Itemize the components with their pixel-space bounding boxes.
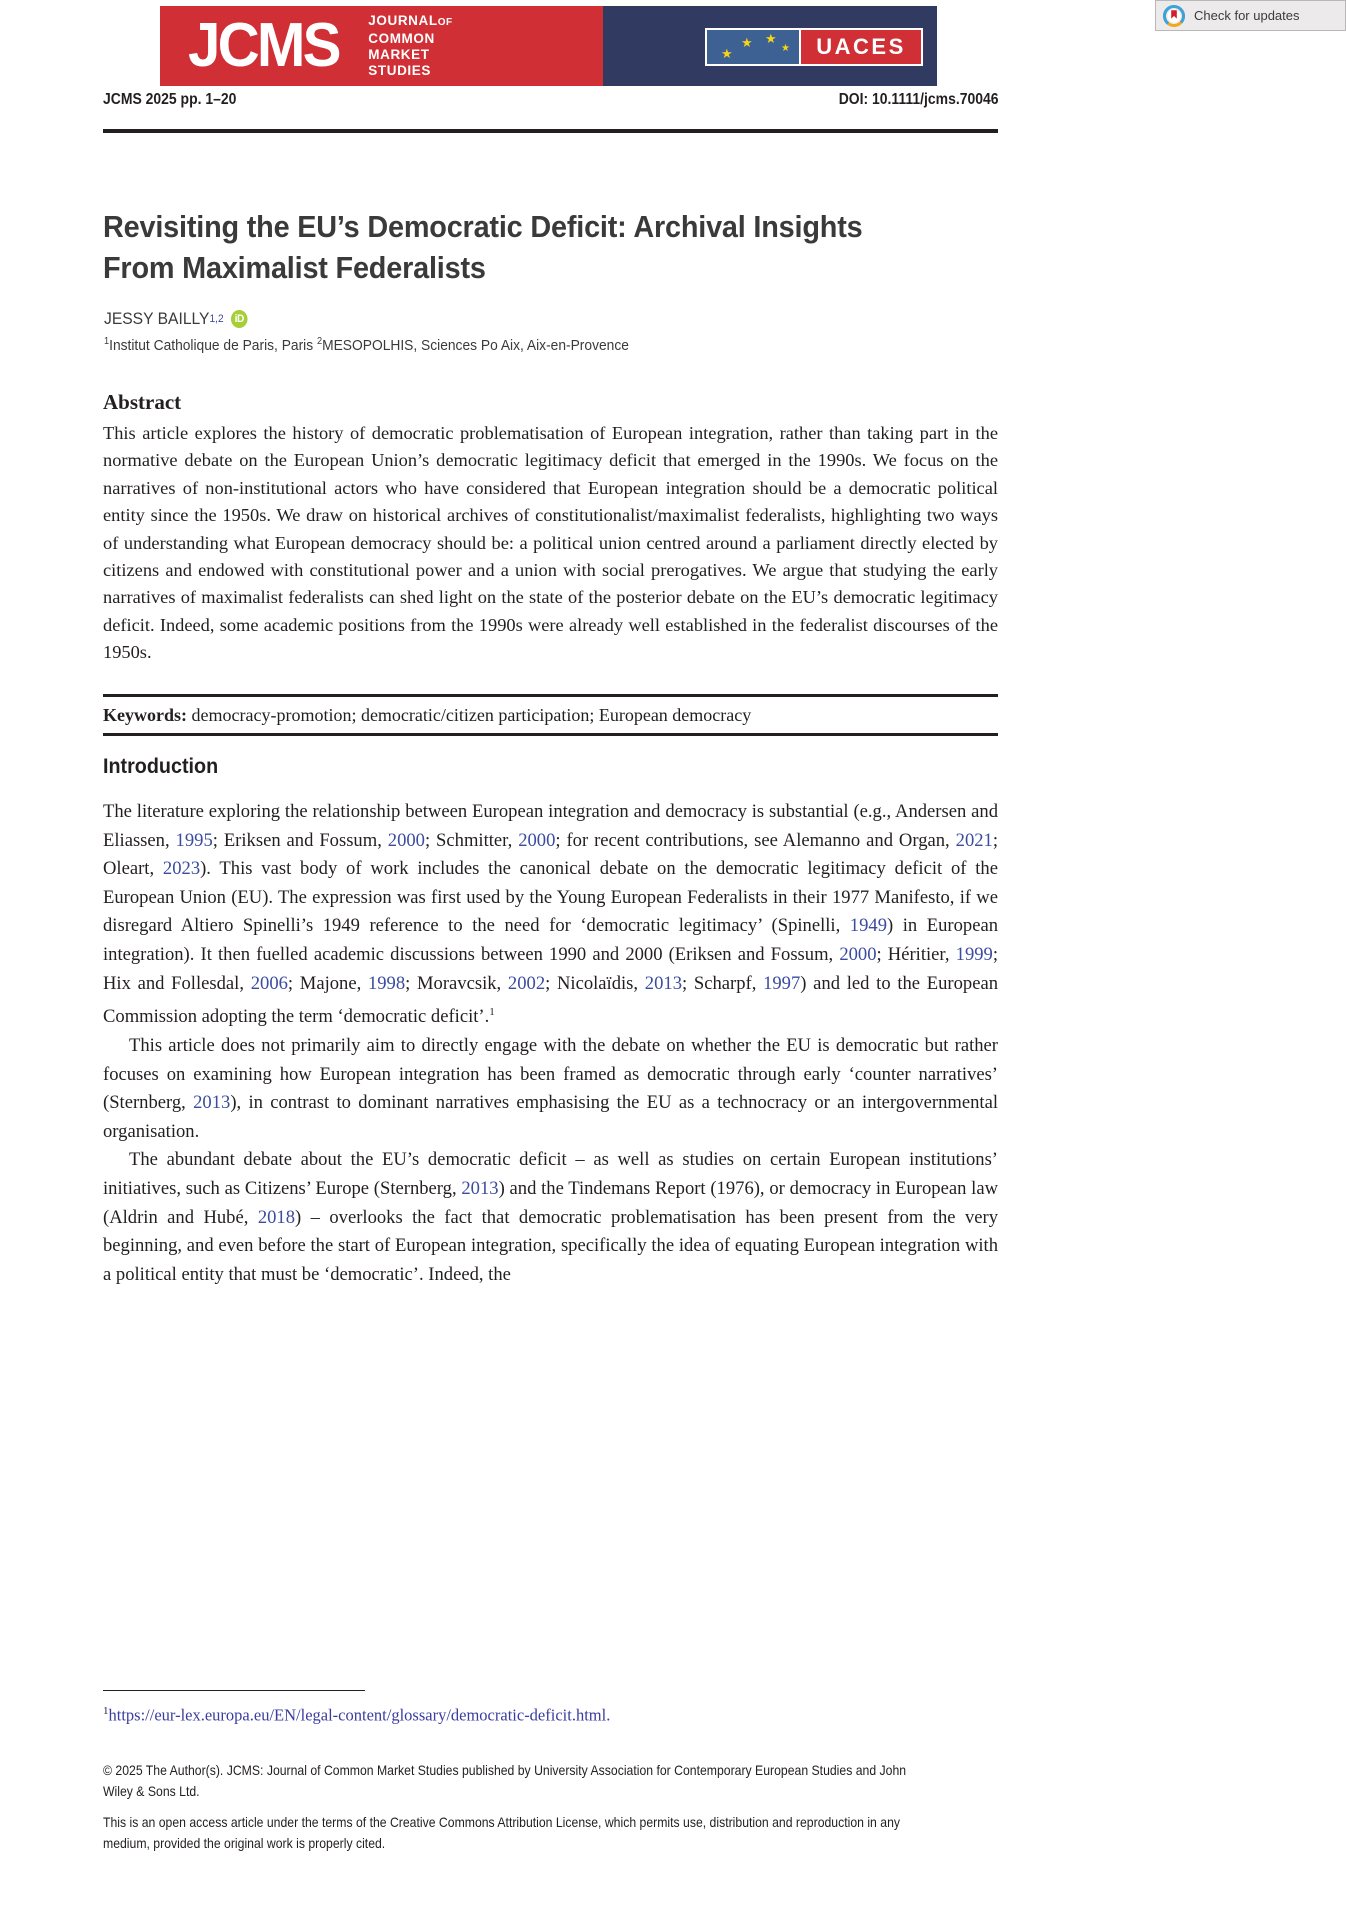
- citation-link[interactable]: 2000: [387, 829, 425, 851]
- affiliation-1-text: Institut Catholique de Paris, Paris: [109, 337, 314, 354]
- citation-link[interactable]: 2013: [461, 1177, 499, 1199]
- citation-link[interactable]: 1999: [955, 943, 993, 965]
- citation-link[interactable]: 2000: [839, 943, 877, 965]
- header-divider: [103, 129, 998, 133]
- body-text-run: ; Nicolaïdis,: [545, 972, 645, 994]
- footnote-url-link[interactable]: https://eur-lex.europa.eu/EN/legal-content/glossary/democratic-deficit.html.: [108, 1705, 611, 1725]
- author-affiliations: [104, 336, 927, 354]
- body-text-run: ; Scharpf,: [681, 972, 764, 994]
- section-heading-introduction: Introduction: [103, 755, 219, 778]
- keywords-label: Keywords:: [103, 705, 187, 725]
- body-text-run: ) in European integration). It then fuelled academic discussions between 1990 and 2000 (Eriksen and Fossum,: [103, 915, 998, 965]
- footnote-1: [103, 1700, 998, 1727]
- jcms-subtitle: [368, 13, 452, 79]
- body-text-run: The abundant debate about the EU’s democratic deficit – as well as studies on certain European institutions’ initiatives, such as Citizens’ Europe (Sternberg,: [103, 1149, 998, 1199]
- body-text-run: ; Oleart,: [103, 829, 998, 880]
- abstract-body: This article explores the history of democratic problematisation of European integration, rather than taking part in the normative debate on the European Union’s democratic legitimacy deficit that emerged in the 1990s. We focus on the narratives of non-institutional actors who have considered that European integration should be a democratic political entity since the 1950s. We draw on historical archives of constitutionalist/maximalist federalists, highlighting two ways of understanding what European democracy should be: a political union centred around a parliament directly elected by citizens and endowed with constitutional power and a union with social prerogatives. We argue that studying the early narratives of maximalist federalists can shed light on the state of the posterior debate on the EU’s democratic legitimacy deficit. Indeed, some academic positions from the 1990s were already well established in the federalist discourses of the 1950s.: [103, 423, 998, 663]
- body-text-run: ). This vast body of work includes the canonical debate on the democratic legitimacy deficit of the European Union (EU). The expression was first used by the Young European Federalists in their 1977 Manifesto, if we disregard Altiero Spinelli’s 1949 reference to the need for ‘democratic legitimacy’ (Spinelli,: [103, 858, 998, 937]
- orcid-id-icon[interactable]: iD: [231, 310, 248, 328]
- journal-masthead: [160, 6, 937, 86]
- body-text-run: ; Eriksen and Fossum,: [212, 829, 388, 851]
- citation-link[interactable]: 2018: [257, 1206, 296, 1228]
- body-text-run: ; Schmitter,: [424, 829, 519, 851]
- citation-link[interactable]: 2023: [162, 858, 201, 880]
- citation-link[interactable]: 1997: [763, 972, 801, 994]
- uaces-wordmark: UACES: [799, 30, 921, 64]
- footnote-divider: [103, 1690, 365, 1691]
- citation-link[interactable]: 2013: [644, 972, 682, 994]
- citation-link[interactable]: 2000: [518, 829, 556, 851]
- author-name: JESSY BAILLY: [104, 309, 210, 328]
- citation-link[interactable]: 2006: [250, 972, 288, 994]
- copyright-footer: [103, 1760, 913, 1854]
- citation-link[interactable]: 2013: [193, 1092, 231, 1114]
- affiliation-2-text: MESOPOLHIS, Sciences Po Aix, Aix-en-Provence: [322, 337, 629, 354]
- page-title: Revisiting the EU’s Democratic Deficit: Archival Insights From Maximalist Federalists: [103, 208, 863, 285]
- affiliation-mark-1: 1: [104, 336, 110, 347]
- subtitle-journal: JOURNAL: [368, 13, 438, 28]
- jcms-wordmark: JCMS: [188, 11, 339, 80]
- citation-link[interactable]: 1998: [367, 972, 406, 994]
- running-head: [103, 88, 999, 112]
- abstract-heading: Abstract: [103, 390, 182, 414]
- introduction-body: [103, 798, 998, 1289]
- subtitle-market: MARKET: [368, 47, 430, 62]
- check-for-updates-label: Check for updates: [1194, 8, 1300, 23]
- check-for-updates-button[interactable]: [1155, 0, 1346, 31]
- paragraph-1: [103, 798, 998, 1032]
- license-line: This is an open access article under the terms of the Creative Commons Attribution License, which permits use, distribution and reproduction in any medium, provided the original work is properly cited.: [103, 1815, 900, 1851]
- footnote-marker: 1: [103, 1705, 109, 1717]
- body-text-run: This article does not primarily aim to directly engage with the debate on whether the EU is democratic but rather focuses on examining how European integration has been framed as democratic through early ‘counter narratives’ (Sternberg,: [103, 1034, 998, 1114]
- affiliation-mark-2: 2: [316, 336, 323, 347]
- body-text-run: ; Majone,: [287, 972, 368, 994]
- issue-info: JCMS 2025 pp. 1–20: [103, 91, 237, 108]
- keywords-value: democracy-promotion; democratic/citizen participation; European democracy: [191, 705, 752, 725]
- paragraph-3: [103, 1146, 998, 1289]
- body-text-run: ; Héritier,: [876, 943, 956, 965]
- citation-link[interactable]: 1949: [849, 915, 887, 937]
- doi-text: DOI: 10.1111/jcms.70046: [838, 91, 999, 108]
- keywords-bottom-divider: [103, 733, 998, 736]
- copyright-line: © 2025 The Author(s). JCMS: Journal of Common Market Studies published by University Association for Contemporary European Studies and John Wiley & Sons Ltd.: [103, 1763, 907, 1799]
- body-text-run: ), in contrast to dominant narratives emphasising the EU as a technocracy or an intergovernmental organisation.: [103, 1092, 998, 1142]
- subtitle-of: OF: [437, 17, 453, 28]
- body-text-run: ) and the Tindemans Report (1976), or democracy in European law (Aldrin and Hubé,: [103, 1177, 998, 1228]
- body-text-run: ; Moravcsik,: [405, 972, 508, 994]
- body-text-run: ) – overlooks the fact that democratic problematisation has been present from the very beginning, and even before the start of European integration, specifically the idea of equating European integration with a political entity that must be ‘democratic’. Indeed, the: [103, 1206, 999, 1285]
- author-affiliation-marks: 1,2: [209, 313, 224, 325]
- body-text-run: ; for recent contributions, see Alemanno and Organ,: [555, 829, 956, 851]
- body-text-run: The literature exploring the relationship between European integration and democracy is substantial (e.g., Andersen and Eliassen,: [103, 801, 998, 851]
- author-byline: [104, 309, 247, 329]
- subtitle-studies: STUDIES: [368, 63, 431, 78]
- uaces-logo: [705, 28, 923, 66]
- crossmark-ring-icon: [1163, 5, 1185, 27]
- keywords-top-divider: [103, 694, 998, 697]
- citation-link[interactable]: 2002: [507, 972, 546, 994]
- subtitle-common: COMMON: [368, 31, 435, 46]
- jcms-logo-block: [160, 6, 603, 86]
- keywords-line: [103, 702, 998, 728]
- citation-link[interactable]: 1995: [175, 829, 213, 851]
- eu-flag-icon: ★ ★ ★ ★: [707, 30, 799, 64]
- body-text-run: ; Hix and Follesdal,: [103, 943, 998, 994]
- citation-link[interactable]: 2021: [955, 829, 993, 851]
- body-text-run: ) and led to the European Commission adopting the term ‘democratic deficit’.: [103, 972, 999, 1028]
- footnote-ref[interactable]: 1: [489, 1006, 495, 1019]
- paragraph-2: [103, 1032, 998, 1146]
